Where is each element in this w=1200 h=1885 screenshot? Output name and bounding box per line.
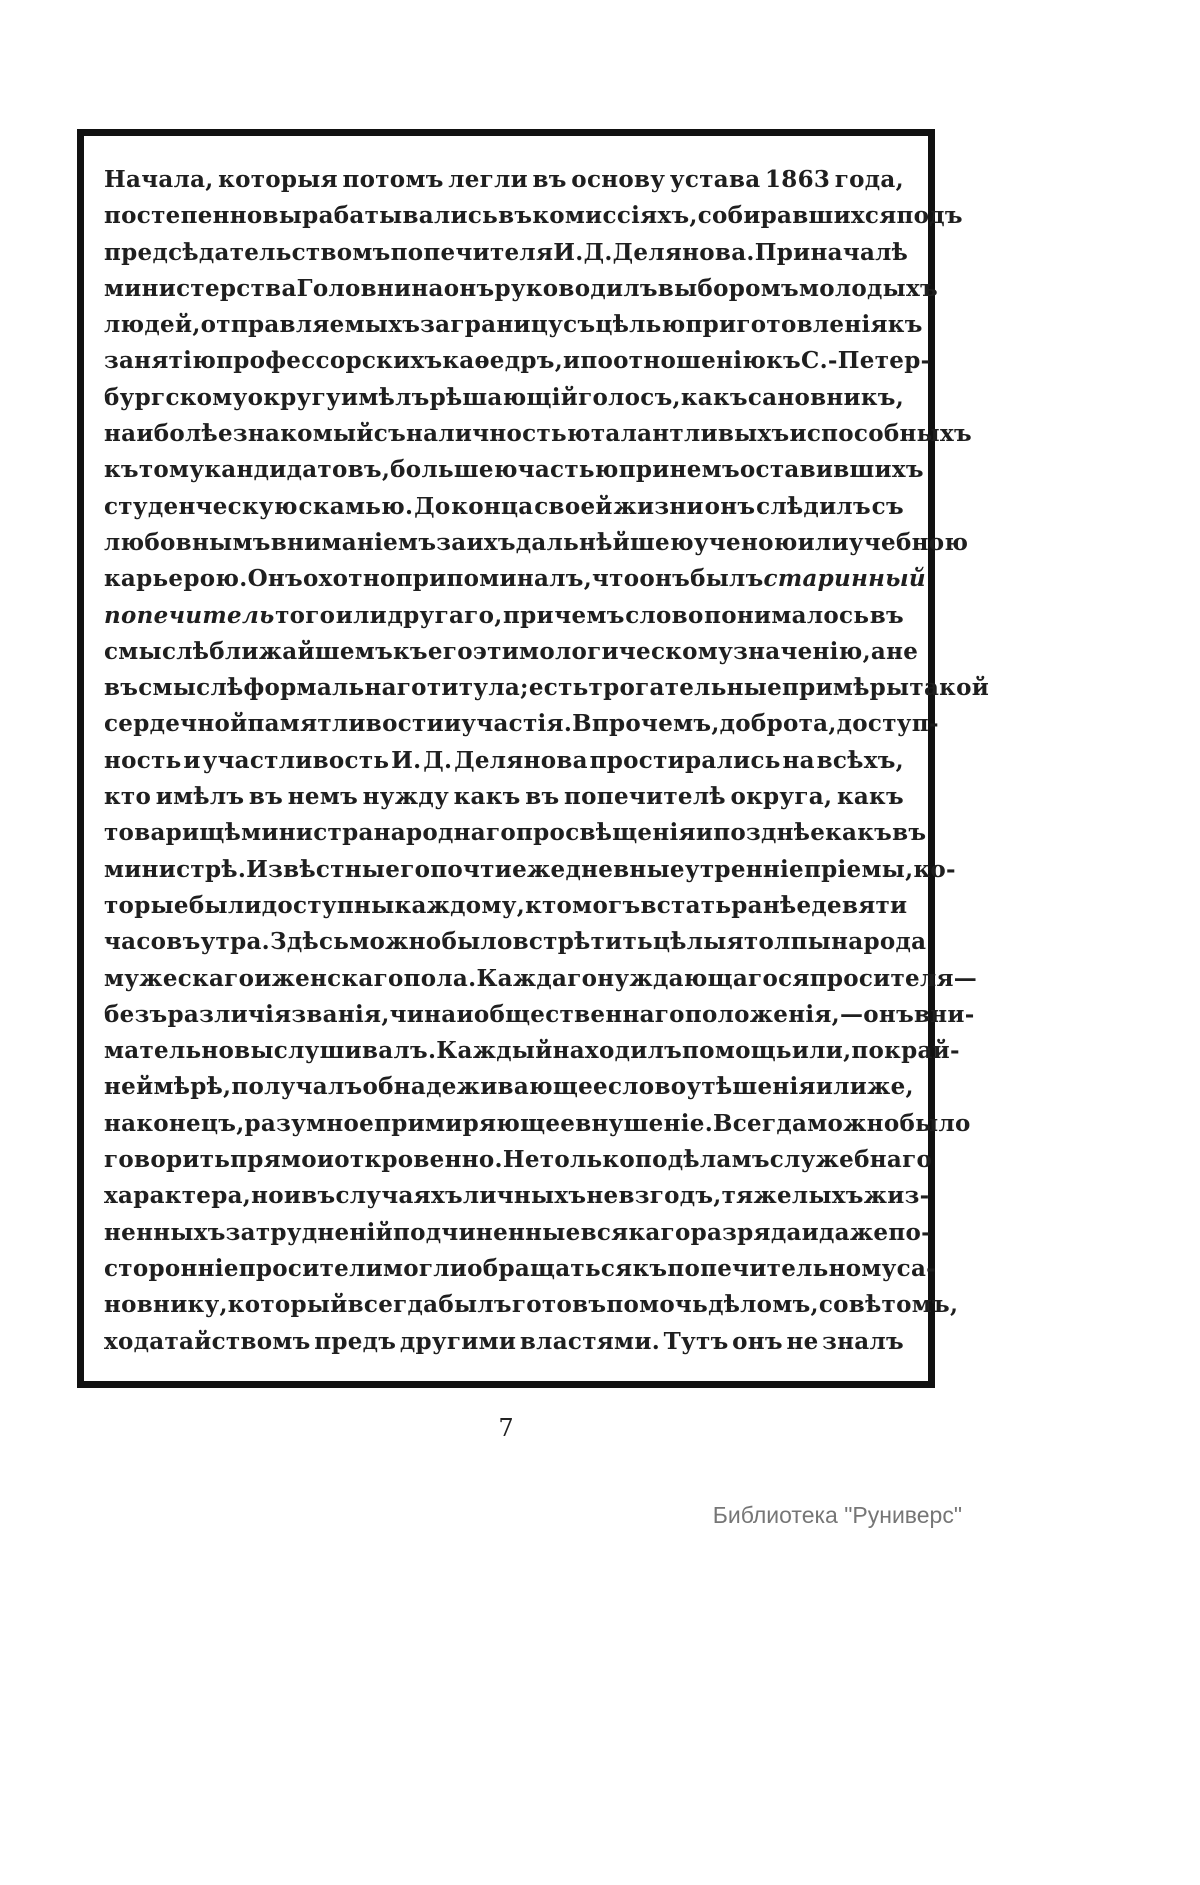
text-line: ней мѣрѣ, получалъ обнадеживающее слово утѣшенія или же, (104, 1073, 914, 1101)
text-line: наконецъ, разумное примиряющее внушеніе. Всегда можно было (104, 1109, 971, 1137)
text-line: смыслѣ ближайшемъ къ его этимологическому значенію, а не (104, 637, 919, 665)
text-line: сторонніе просители могли обращаться къ попечительному са- (104, 1254, 937, 1282)
text-line: бургскому округу имѣлъ рѣшающій голосъ, какъ сановникъ, (104, 383, 905, 411)
page-frame (77, 129, 990, 1388)
text-line: характера, но и въ случаяхъ личныхъ невзгодъ, тяжелыхъ жиз- (104, 1182, 930, 1210)
text-line: постепенно вырабатывались въ комиссіяхъ, собиравшихся подъ (104, 202, 963, 230)
page-number: 7 (498, 1414, 514, 1442)
text-line: предсѣдательствомъ попечителя И. Д. Делянова. При началѣ (104, 238, 909, 266)
text-line: Начала, которыя потомъ легли въ основу устава 1863 года, (104, 166, 904, 193)
text-line: кто имѣлъ въ немъ нужду какъ въ попечителѣ округа, какъ (104, 783, 904, 811)
text-line: мужескаго и женскаго пола. Каждаго нуждающагося просителя— (104, 964, 978, 992)
text-line: въ смыслѣ формальнаго титула; есть трогательные примѣры такой (104, 674, 990, 702)
watermark: Библиотека "Руниверс" (712, 1502, 962, 1528)
text-line: къ тому кандидатовъ, большею частью при немъ оставившихъ (104, 456, 924, 484)
text-line: ненныхъ затрудненій подчиненные всякаго разряда и даже по- (104, 1218, 931, 1246)
text-line: товарищѣ министра народнаго просвѣщенія и позднѣе какъ въ (104, 819, 927, 847)
body-text (104, 162, 990, 1360)
text-line: занятію профессорскихъ каѳедръ, и по отношенію къ С.-Петер- (104, 347, 931, 375)
text-line: торые были доступны каждому, кто могъ встать ранѣе девяти (104, 891, 908, 919)
text-line: говорить прямо и откровенно. Не только по дѣламъ служебнаго (104, 1146, 933, 1174)
text-line: безъ различія званія, чина и общественнаго положенія,—онъ вни- (104, 1000, 975, 1028)
text-line: министрѣ. Извѣстны его почти ежедневные утренніе пріемы, ко- (104, 855, 956, 883)
text-line: попечитель того или другаго, при чемъ слово понималось въ (104, 601, 904, 629)
text-line: новнику, который всегда былъ готовъ помочь дѣломъ, совѣтомъ, (104, 1291, 959, 1319)
text-line: мательно выслушивалъ. Каждый находилъ помощь или, по край- (104, 1037, 960, 1065)
text-line: людей, отправляемыхъ за границу съ цѣлью приготовленія къ (104, 311, 923, 339)
text-line: министерства Головнина онъ руководилъ выборомъ молодыхъ (104, 274, 938, 302)
text-line: ность и участливость И. Д. Делянова простирались на всѣхъ, (104, 746, 904, 774)
text-line: карьерою. Онъ охотно припоминалъ, что онъ былъ старинный (104, 565, 926, 593)
text-line: ходатайствомъ предъ другими властями. Тутъ онъ не зналъ (104, 1327, 904, 1355)
text-line: сердечной памятливости и участія. Впрочемъ, доброта, доступ- (104, 710, 939, 738)
text-line: наиболѣе знакомый съ наличностью талантливыхъ и способныхъ (104, 420, 972, 448)
text-line: студенческую скамью. До конца своей жизни онъ слѣдилъ съ (104, 492, 904, 520)
text-line: часовъ утра. Здѣсь можно было встрѣтить цѣлыя толпы народа (104, 928, 927, 956)
text-line: любовнымъ вниманіемъ за ихъ дальнѣйшею ученою или учебною (104, 528, 969, 556)
